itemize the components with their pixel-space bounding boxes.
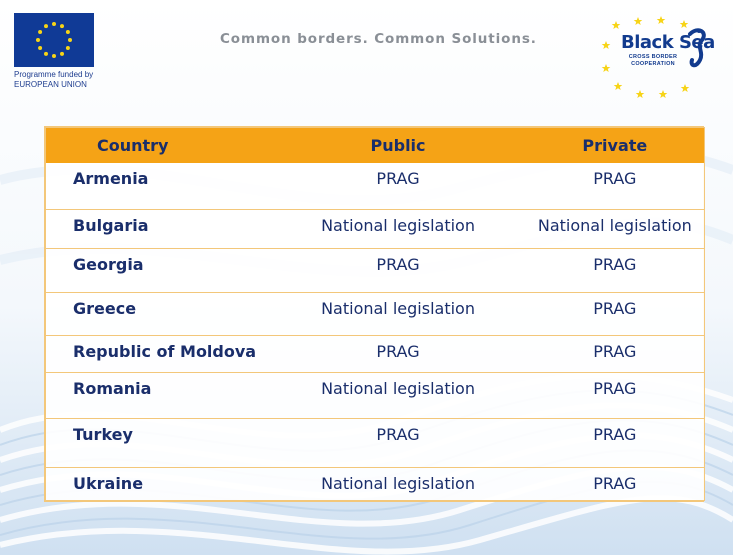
header-country: Country (97, 135, 169, 155)
eu-flag-icon (14, 13, 94, 67)
cell-private: PRAG (526, 336, 705, 373)
black-sea-title: Black Sea (621, 32, 715, 53)
tagline: Common borders. Common Solutions. (220, 31, 537, 47)
cell-country: Armenia (73, 168, 149, 188)
eu-caption-line2: EUROPEAN UNION (14, 80, 87, 89)
black-sea-subtitle: CROSS BORDER COOPERATION (628, 54, 678, 67)
table-row (46, 336, 705, 373)
cell-country: Bulgaria (46, 210, 271, 249)
eu-logo (14, 13, 94, 90)
cell-country: Romania (46, 373, 271, 419)
procurement-table (44, 126, 704, 502)
cell-public: National legislation (270, 373, 525, 419)
cell-private: PRAG (526, 419, 705, 468)
eu-caption-line1: Programme funded by (14, 70, 94, 79)
cell-country: Georgia (46, 249, 271, 293)
table-row (46, 419, 705, 468)
table-header-row (46, 128, 705, 163)
cell-public: National legislation (270, 293, 525, 336)
cell-private: PRAG (526, 293, 705, 336)
table-row (46, 373, 705, 419)
cell-public: PRAG (376, 168, 420, 188)
cell-private: PRAG (526, 373, 705, 419)
black-sea-logo (598, 14, 724, 100)
table-row (46, 163, 705, 210)
cell-public: PRAG (270, 249, 525, 293)
table-row (46, 468, 705, 501)
cell-public: National legislation (270, 210, 525, 249)
cell-country: Ukraine (46, 468, 271, 501)
cell-private: PRAG (593, 168, 637, 188)
table-row (46, 249, 705, 293)
cell-public: PRAG (270, 419, 525, 468)
cell-private: PRAG (526, 249, 705, 293)
cell-country: Greece (46, 293, 271, 336)
cell-private: PRAG (526, 468, 705, 501)
cell-country: Republic of Moldova (46, 336, 271, 373)
cell-public: PRAG (270, 336, 525, 373)
header-private: Private (582, 135, 648, 155)
table-row (46, 210, 705, 249)
header-public: Public (370, 135, 426, 155)
cell-country: Turkey (46, 419, 271, 468)
cell-public: National legislation (270, 468, 525, 501)
cell-private: National legislation (526, 210, 705, 249)
table-row (46, 293, 705, 336)
